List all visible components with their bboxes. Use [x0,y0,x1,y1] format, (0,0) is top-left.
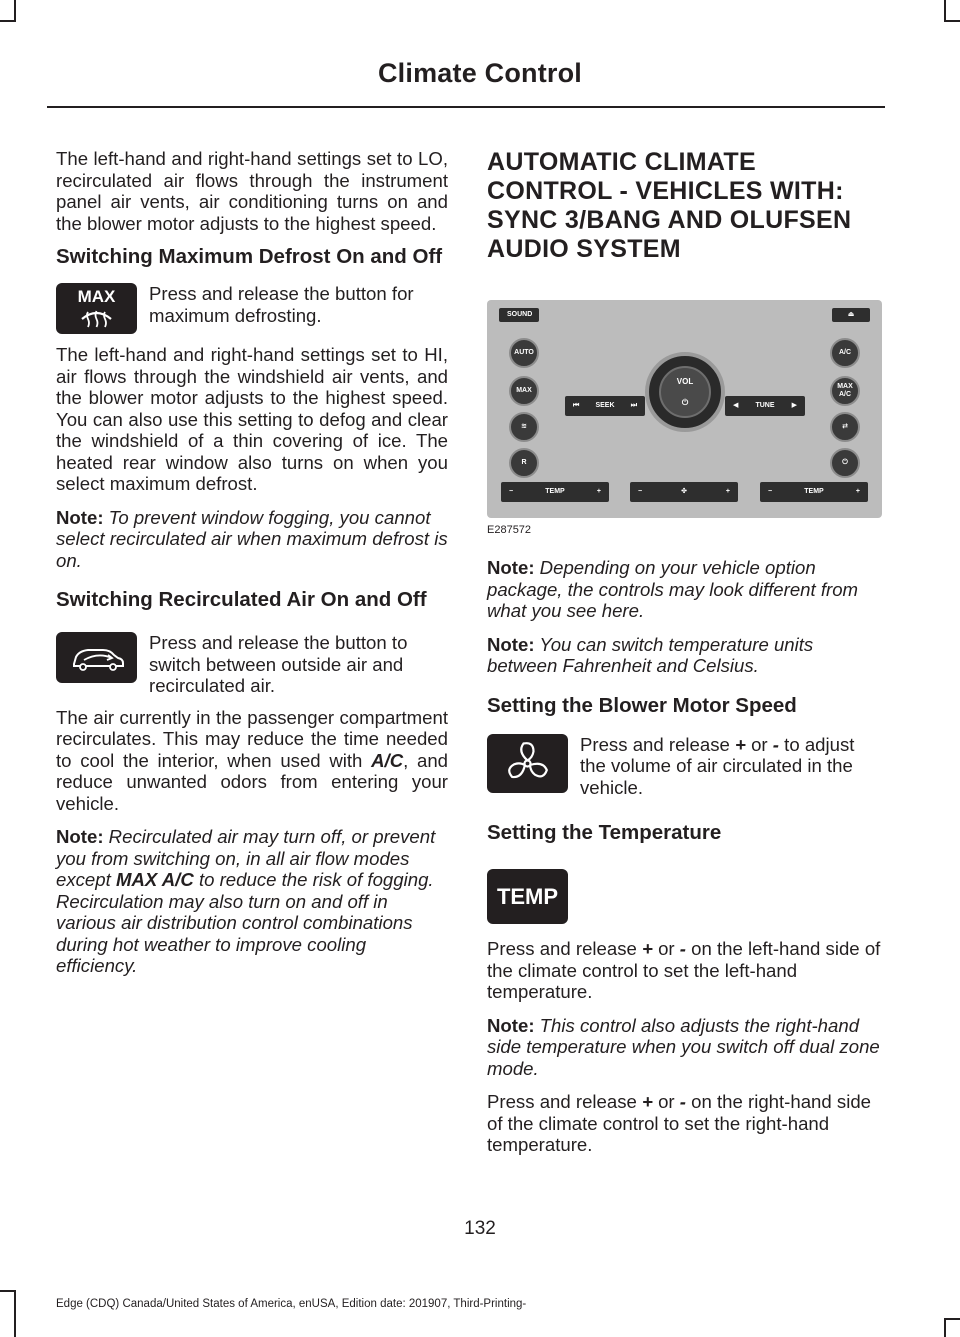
plus-label: + [642,1091,653,1112]
blower-text: to adjust the volume of air circulated in the vehicle. [580,733,855,798]
panel-left-temp-bar: − TEMP + [501,482,609,502]
crop-mark [0,20,16,22]
panel-eject-button: ⏏ [832,308,870,322]
image-code: E287572 [487,524,532,536]
panel-fan-bar: − ✤ + [630,482,738,502]
note-label: Note: [56,506,104,528]
recirc-instruction: Press and release the button to switch between outside air and recirculated air. [149,632,408,696]
max-defrost-icon [56,283,137,334]
panel-ac-button: A/C [830,338,860,368]
crop-mark [944,20,960,22]
crop-mark [944,1318,946,1337]
note-text: Depending on your vehicle option package, the controls may look different from what you see here. [487,557,859,621]
panel-power-button: ⏻ [830,448,860,478]
left-temp-instruction [487,938,882,1003]
note-text: Recirculated air may turn off, or prevent you from switching on, in all air flow modes except [56,826,436,890]
max-defrost-icon-label: MAX [77,287,116,306]
blower-instruction-row [487,734,882,799]
blower-heading: Setting the Blower Motor Speed [487,693,797,717]
crop-mark [944,1318,960,1320]
defrost-body: The left-hand and right-hand settings set to HI, air flows through the windshield air vents, and the blower motor adjusts to the highest speed. You can also use this setting to defog and clear the windshield of a thin covering of ice. The heated rear window also turns on when you select maximum defrost. [56,344,448,494]
defrost-heading: Switching Maximum Defrost On and Off [56,245,443,268]
recirc-body [56,707,448,815]
panel-tune-label: TUNE [755,402,775,410]
plus-label: + [642,938,653,959]
recirculated-air-icon [56,632,137,683]
climate-control-panel-image [487,300,882,518]
section-heading-line: SYNC 3/BANG AND OLUFSEN [487,206,852,234]
temp-text: Press and release [487,938,643,959]
note-text: To prevent window fogging, you cannot select recirculated air when maximum defrost is on. [56,506,448,571]
crop-mark [14,0,16,20]
recirc-note [56,826,448,977]
defrost-instruction: Press and release the button for maximum defrosting. [149,283,414,326]
dual-zone-note [487,1015,882,1080]
note-text: This control also adjusts the right-hand side temperature when you switch off dual zone mode. [487,1014,880,1079]
max-ac-label: MAX A/C [115,869,194,890]
units-note [487,634,882,677]
footer-edition: Edge (CDQ) Canada/United States of America, enUSA, Edition date: 201907, Third-Printing- [56,1298,527,1310]
panel-vol-label: VOL [676,376,694,386]
panel-seek-bar: ⏮ SEEK ⏭ [565,396,645,416]
ac-label: A/C [371,749,404,771]
header-divider [47,106,885,108]
temp-text: Press and release [487,1091,643,1112]
panel-max-defrost-button: MAX [509,376,539,406]
recirc-instruction-row [56,632,448,697]
right-column [487,148,882,1168]
minus-label: - [679,1091,686,1112]
blower-text: Press and release [580,733,736,755]
note-label: Note: [487,557,535,578]
crop-mark [0,1290,16,1292]
minus-label: - [772,733,779,755]
right-temp-instruction [487,1091,882,1156]
panel-seek-label: SEEK [595,402,615,410]
panel-note [487,557,882,622]
section-heading-line: CONTROL - VEHICLES WITH: [487,177,844,205]
recirc-body-text: , and reduce unwanted odors from entering your vehicle. [56,749,449,814]
temp-icon [487,869,568,924]
section-heading-line: AUDIO SYSTEM [487,235,681,263]
temp-text: on the left-hand side of the climate control to set the left-hand temperature. [487,938,881,1002]
panel-right-temp-bar: − TEMP + [760,482,868,502]
section-heading [487,148,882,264]
page-title: Climate Control [377,58,582,88]
note-label: Note: [487,1014,535,1036]
fan-icon [487,734,568,793]
temp-text: or [652,1091,680,1112]
crop-mark [14,1290,16,1337]
intro-paragraph: The left-hand and right-hand settings set to LO, recirculated air flows through the instrument panel air vents, air conditioning turns on and the blower motor adjusts to the highest speed. [56,148,448,234]
left-column [56,148,448,989]
panel-sound-label: SOUND [499,308,539,322]
temp-text: on the right-hand side of the climate control to set the right-hand temperature. [487,1091,872,1155]
minus-label: - [679,938,686,959]
temp-text: or [652,938,680,959]
blower-instruction [580,734,882,799]
panel-recirc-button: ⇄ [830,412,860,442]
defrost-note [56,507,448,572]
temperature-heading: Setting the Temperature [487,821,722,844]
panel-rear-defrost-button: R [509,448,539,478]
panel-temp-label: TEMP [804,488,824,496]
section-heading-line: AUTOMATIC CLIMATE [487,148,756,176]
note-text: You can switch temperature units between Fahrenheit and Celsius. [487,633,814,676]
note-text: to reduce the risk of fogging. Recirculation may also turn on and off in various air distribution control combinations during hot weather to improve cooling efficiency. [56,869,434,976]
panel-max-ac-button: MAX A/C [830,376,860,406]
panel-temp-label: TEMP [545,488,565,496]
panel-auto-button: AUTO [509,338,539,368]
panel-defrost-button: ≋ [509,412,539,442]
recirc-heading: Switching Recirculated Air On and Off [56,588,427,611]
plus-label: + [735,733,746,755]
recirc-body-text: The air currently in the passenger compartment recirculates. This may reduce the time needed to cool the interior, when used with [56,706,448,771]
defrost-instruction-row [56,283,448,334]
note-label: Note: [56,826,104,847]
blower-text: or [745,733,773,755]
temp-icon-label: TEMP [496,883,559,909]
page-number: 132 [464,1218,496,1239]
panel-tune-bar: ◀ TUNE ▶ [725,396,805,416]
crop-mark [944,0,946,20]
panel-volume-knob-center: VOL ⏻ [659,366,711,418]
note-label: Note: [487,633,535,655]
